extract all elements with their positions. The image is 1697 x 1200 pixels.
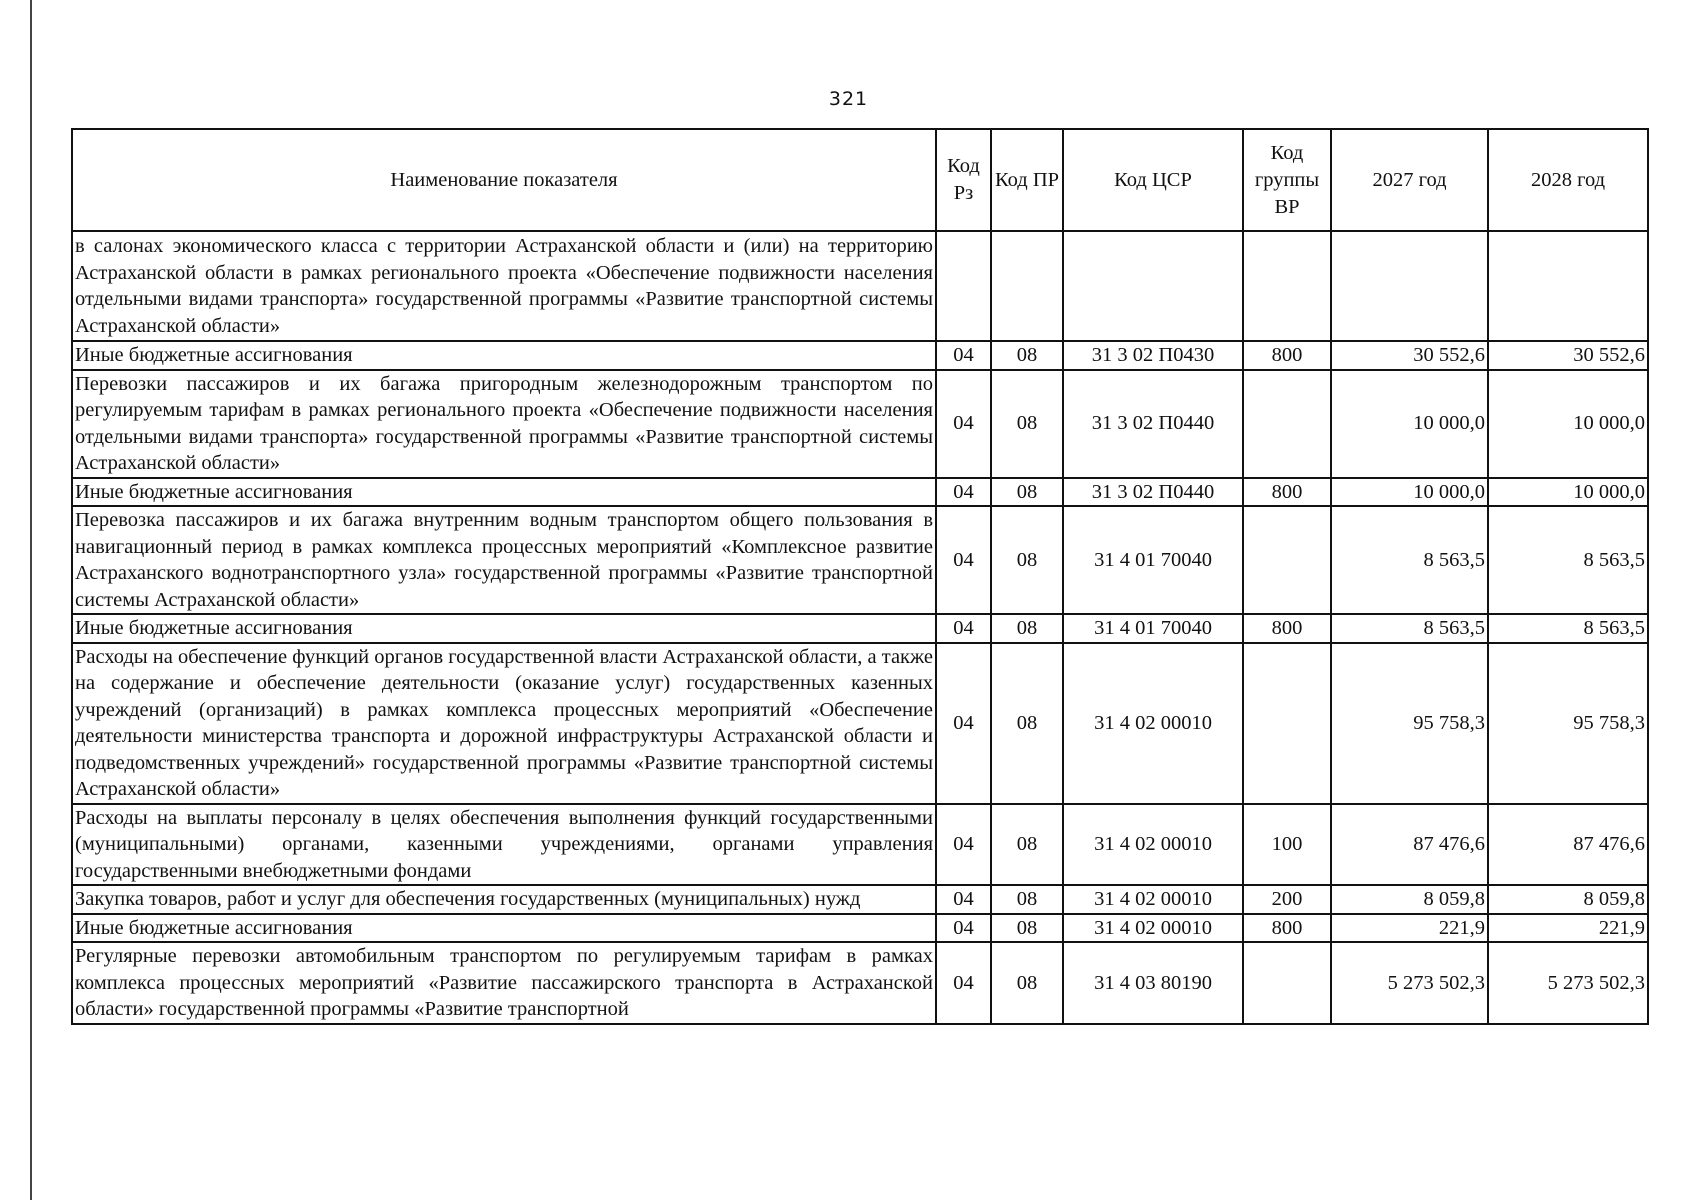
cell-rz: 04 bbox=[936, 643, 991, 804]
header-year-2028: 2028 год bbox=[1488, 129, 1648, 231]
cell-rz: 04 bbox=[936, 614, 991, 643]
cell-rz: 04 bbox=[936, 341, 991, 370]
cell-pr: 08 bbox=[991, 804, 1063, 886]
cell-year-2028: 30 552,6 bbox=[1488, 341, 1648, 370]
cell-vr: 800 bbox=[1243, 478, 1331, 507]
cell-pr: 08 bbox=[991, 341, 1063, 370]
cell-name: Расходы на обеспечение функций органов государственной власти Астраханской области, а также на содержание и обеспечение деятельности (оказание услуг) государственных казенных учреждений (организаций) в рамках комплекса процессных мероприятий «Обеспечение деятельности министерства транспорта и дорожной инфраструктуры Астраханской области и подведомственных учреждений» государственной программы «Развитие транспортной системы Астраханской области» bbox=[72, 643, 936, 804]
cell-vr: 800 bbox=[1243, 914, 1331, 943]
cell-vr bbox=[1243, 231, 1331, 341]
cell-year-2028: 5 273 502,3 bbox=[1488, 942, 1648, 1024]
cell-csr: 31 4 02 00010 bbox=[1063, 643, 1243, 804]
cell-year-2027: 95 758,3 bbox=[1331, 643, 1488, 804]
cell-year-2027: 87 476,6 bbox=[1331, 804, 1488, 886]
budget-table bbox=[71, 128, 1649, 1025]
cell-vr bbox=[1243, 370, 1331, 478]
cell-pr: 08 bbox=[991, 643, 1063, 804]
table-row bbox=[72, 643, 1648, 804]
cell-name: в салонах экономического класса с территории Астраханской области и (или) на территорию Астраханской области в рамках регионального проекта «Обеспечение подвижности населения отдельными видами транспорта» государственной программы «Развитие транспортной системы Астраханской области» bbox=[72, 231, 936, 341]
cell-year-2027: 8 563,5 bbox=[1331, 614, 1488, 643]
table-row bbox=[72, 942, 1648, 1024]
cell-year-2027: 8 563,5 bbox=[1331, 506, 1488, 614]
cell-year-2028: 221,9 bbox=[1488, 914, 1648, 943]
cell-csr: 31 4 01 70040 bbox=[1063, 506, 1243, 614]
header-year-2027: 2027 год bbox=[1331, 129, 1488, 231]
cell-pr: 08 bbox=[991, 942, 1063, 1024]
cell-year-2028: 10 000,0 bbox=[1488, 478, 1648, 507]
table-row bbox=[72, 804, 1648, 886]
cell-rz: 04 bbox=[936, 506, 991, 614]
cell-name: Расходы на выплаты персоналу в целях обеспечения выполнения функций государственными (муниципальными) органами, казенными учреждениями, органами управления государственными внебюджетными фондами bbox=[72, 804, 936, 886]
cell-pr: 08 bbox=[991, 614, 1063, 643]
cell-year-2027: 8 059,8 bbox=[1331, 885, 1488, 914]
cell-year-2027: 10 000,0 bbox=[1331, 478, 1488, 507]
header-row bbox=[72, 129, 1648, 231]
cell-name: Иные бюджетные ассигнования bbox=[72, 914, 936, 943]
header-pr: Код ПР bbox=[991, 129, 1063, 231]
cell-year-2027: 5 273 502,3 bbox=[1331, 942, 1488, 1024]
cell-csr bbox=[1063, 231, 1243, 341]
cell-csr: 31 4 02 00010 bbox=[1063, 804, 1243, 886]
cell-year-2028: 87 476,6 bbox=[1488, 804, 1648, 886]
cell-vr bbox=[1243, 942, 1331, 1024]
cell-year-2028: 8 059,8 bbox=[1488, 885, 1648, 914]
page-number: 321 bbox=[828, 88, 869, 110]
table-row bbox=[72, 370, 1648, 478]
cell-name: Регулярные перевозки автомобильным транспортом по регулируемым тарифам в рамках комплекса процессных мероприятий «Развитие пассажирского транспорта в Астраханской области» государственной программы «Развитие транспортной bbox=[72, 942, 936, 1024]
cell-year-2028: 95 758,3 bbox=[1488, 643, 1648, 804]
cell-rz bbox=[936, 231, 991, 341]
cell-rz: 04 bbox=[936, 885, 991, 914]
cell-year-2027: 221,9 bbox=[1331, 914, 1488, 943]
cell-csr: 31 4 01 70040 bbox=[1063, 614, 1243, 643]
table-row bbox=[72, 614, 1648, 643]
cell-vr: 200 bbox=[1243, 885, 1331, 914]
cell-vr bbox=[1243, 643, 1331, 804]
cell-name: Перевозки пассажиров и их багажа пригородным железнодорожным транспортом по регулируемым тарифам в рамках регионального проекта «Обеспечение подвижности населения отдельными видами транспорта» государственной программы «Развитие транспортной системы Астраханской области» bbox=[72, 370, 936, 478]
cell-year-2028: 10 000,0 bbox=[1488, 370, 1648, 478]
table-header bbox=[72, 129, 1648, 231]
cell-name: Перевозка пассажиров и их багажа внутренним водным транспортом общего пользования в навигационный период в рамках комплекса процессных мероприятий «Комплексное развитие Астраханского воднотранспортного узла» государственной программы «Развитие транспортной системы Астраханской области» bbox=[72, 506, 936, 614]
table-row bbox=[72, 885, 1648, 914]
cell-vr: 800 bbox=[1243, 614, 1331, 643]
cell-vr: 100 bbox=[1243, 804, 1331, 886]
table-row bbox=[72, 478, 1648, 507]
cell-pr bbox=[991, 231, 1063, 341]
cell-csr: 31 3 02 П0440 bbox=[1063, 370, 1243, 478]
cell-name: Закупка товаров, работ и услуг для обеспечения государственных (муниципальных) нужд bbox=[72, 885, 936, 914]
cell-pr: 08 bbox=[991, 370, 1063, 478]
header-rz: Код Рз bbox=[936, 129, 991, 231]
table-row bbox=[72, 341, 1648, 370]
header-vr: Код группы ВР bbox=[1243, 129, 1331, 231]
table-row bbox=[72, 506, 1648, 614]
cell-csr: 31 3 02 П0440 bbox=[1063, 478, 1243, 507]
cell-rz: 04 bbox=[936, 804, 991, 886]
table-row bbox=[72, 914, 1648, 943]
cell-year-2028: 8 563,5 bbox=[1488, 614, 1648, 643]
cell-name: Иные бюджетные ассигнования bbox=[72, 341, 936, 370]
cell-year-2027 bbox=[1331, 231, 1488, 341]
cell-rz: 04 bbox=[936, 478, 991, 507]
header-csr: Код ЦСР bbox=[1063, 129, 1243, 231]
cell-pr: 08 bbox=[991, 478, 1063, 507]
table-row bbox=[72, 231, 1648, 341]
cell-year-2027: 10 000,0 bbox=[1331, 370, 1488, 478]
cell-vr bbox=[1243, 506, 1331, 614]
cell-pr: 08 bbox=[991, 885, 1063, 914]
cell-csr: 31 4 02 00010 bbox=[1063, 885, 1243, 914]
header-name: Наименование показателя bbox=[72, 129, 936, 231]
binding-margin-line bbox=[30, 0, 32, 1200]
cell-csr: 31 3 02 П0430 bbox=[1063, 341, 1243, 370]
table-body bbox=[72, 231, 1648, 1024]
cell-year-2028: 8 563,5 bbox=[1488, 506, 1648, 614]
cell-rz: 04 bbox=[936, 914, 991, 943]
cell-pr: 08 bbox=[991, 914, 1063, 943]
cell-name: Иные бюджетные ассигнования bbox=[72, 614, 936, 643]
cell-csr: 31 4 03 80190 bbox=[1063, 942, 1243, 1024]
cell-pr: 08 bbox=[991, 506, 1063, 614]
cell-vr: 800 bbox=[1243, 341, 1331, 370]
cell-rz: 04 bbox=[936, 942, 991, 1024]
cell-year-2027: 30 552,6 bbox=[1331, 341, 1488, 370]
cell-year-2028 bbox=[1488, 231, 1648, 341]
cell-csr: 31 4 02 00010 bbox=[1063, 914, 1243, 943]
cell-name: Иные бюджетные ассигнования bbox=[72, 478, 936, 507]
cell-rz: 04 bbox=[936, 370, 991, 478]
